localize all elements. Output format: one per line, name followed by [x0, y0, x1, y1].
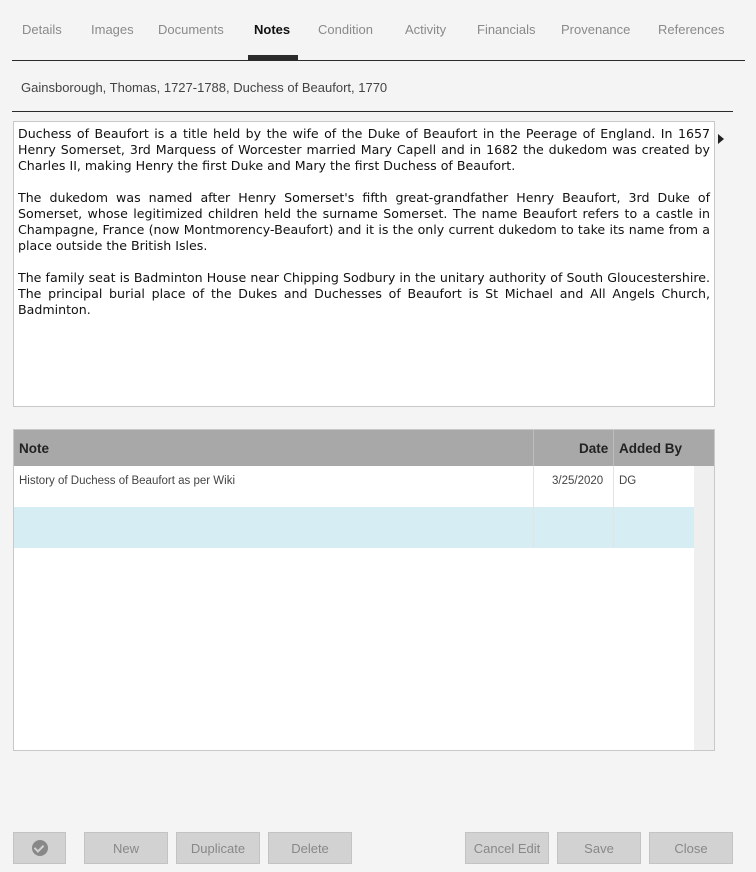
note-paragraph: The family seat is Badminton House near Chipping Sodbury in the unitary authority of South Gloucestershire. The principal burial place of the Dukes and Duchesses of Beaufort is St Michael and All Angels Church, Badminton.: [18, 270, 710, 317]
tab-provenance[interactable]: Provenance: [561, 22, 631, 37]
divider: [12, 111, 733, 112]
cell-divider: [613, 466, 614, 507]
note-paragraph: The dukedom was named after Henry Somerset's fifth great-grandfather Henry Beaufort, 3rd Duke of Somerset, whose legitimized children held the surname Somerset. The name Beaufort refers to a castle in Champagne, France (now Montmorency-Beaufort) and it is the only current dukedom to take its name from a place outside the British Isles.: [18, 190, 710, 253]
tab-condition[interactable]: Condition: [318, 22, 373, 37]
column-divider: [613, 430, 614, 466]
triangle-right-icon[interactable]: [718, 134, 724, 144]
tab-references[interactable]: References: [658, 22, 725, 37]
cell-divider: [613, 507, 614, 548]
duplicate-button[interactable]: Duplicate: [176, 832, 260, 864]
delete-button[interactable]: Delete: [268, 832, 352, 864]
cell-date: 3/25/2020: [552, 475, 604, 487]
tab-images[interactable]: Images: [91, 22, 134, 37]
cell-divider: [533, 466, 534, 507]
cell-added-by: DG: [619, 475, 637, 487]
grid-scrollbar[interactable]: [694, 466, 715, 751]
tab-financials[interactable]: Financials: [477, 22, 536, 37]
check-circle-icon: [32, 840, 48, 856]
tab-activity[interactable]: Activity: [405, 22, 447, 37]
tab-notes[interactable]: Notes: [254, 22, 291, 37]
column-header-date[interactable]: Date: [579, 441, 609, 456]
tab-bar: [12, 0, 745, 61]
column-divider: [533, 430, 534, 466]
cell-divider: [533, 507, 534, 548]
close-button[interactable]: Close: [649, 832, 733, 864]
column-header-note[interactable]: Note: [19, 441, 49, 456]
table-row[interactable]: [14, 466, 694, 507]
cancel-edit-button[interactable]: Cancel Edit: [465, 832, 549, 864]
grid-header: [14, 430, 715, 466]
tab-documents[interactable]: Documents: [158, 22, 224, 37]
active-tab-indicator: [248, 55, 298, 60]
save-button[interactable]: Save: [557, 832, 641, 864]
record-title: Gainsborough, Thomas, 1727-1788, Duchess of Beaufort, 1770: [21, 80, 388, 95]
note-text-area[interactable]: [13, 121, 715, 407]
notes-grid: [13, 429, 715, 751]
tab-details[interactable]: Details: [22, 22, 62, 37]
column-header-added-by[interactable]: Added By: [619, 441, 683, 456]
table-row-selected[interactable]: [14, 507, 694, 548]
note-paragraph: Duchess of Beaufort is a title held by the wife of the Duke of Beaufort in the Peerage of England. In 1657 Henry Somerset, 3rd Marquess of Worcester married Mary Capell and in 1682 the dukedom was created by Charles II, making Henry the first Duke and Mary the first Duchess of Beaufort.: [18, 126, 710, 173]
new-button[interactable]: New: [84, 832, 168, 864]
confirm-button[interactable]: [13, 832, 66, 864]
cell-note: History of Duchess of Beaufort as per Wiki: [19, 475, 236, 487]
